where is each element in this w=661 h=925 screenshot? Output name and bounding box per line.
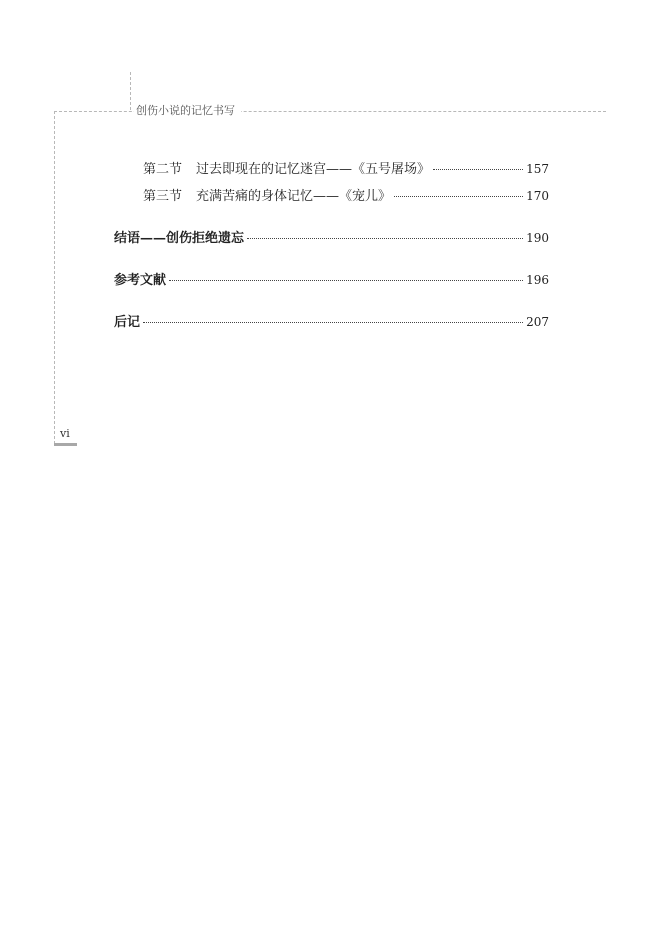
toc-dot-leader — [143, 322, 523, 323]
toc-entry[interactable] — [114, 227, 549, 246]
toc-entry-title: 结语——创伤拒绝遗忘 — [114, 231, 245, 246]
toc-dot-leader — [394, 196, 523, 197]
toc-section-label: 第二节 — [143, 162, 183, 177]
page-number-bar — [54, 443, 77, 446]
toc-dot-leader — [169, 280, 523, 281]
toc-entry[interactable] — [114, 269, 549, 288]
toc-entry-title: 参考文献 — [114, 273, 167, 288]
toc-page-number: 170 — [526, 189, 549, 203]
page-number: vi — [60, 427, 70, 440]
toc-dot-leader — [433, 169, 523, 170]
toc-entry[interactable] — [143, 185, 549, 204]
toc-page-number: 196 — [526, 273, 549, 287]
toc-entry[interactable] — [114, 311, 549, 330]
toc-section-label: 第三节 — [143, 189, 183, 204]
toc-entry-title: 充满苦痛的身体记忆——《宠儿》 — [196, 189, 392, 204]
toc-entry-title: 后记 — [114, 315, 141, 330]
left-margin-rule — [54, 111, 55, 444]
toc-entry-title: 过去即现在的记忆迷宫——《五号屠场》 — [196, 162, 431, 177]
toc-page-number: 207 — [526, 315, 549, 329]
header-vertical-rule — [130, 72, 131, 110]
toc-page-number: 190 — [526, 231, 549, 245]
toc-dot-leader — [247, 238, 523, 239]
toc-entry[interactable] — [143, 158, 549, 177]
toc-page-number: 157 — [526, 162, 549, 176]
running-header-title: 创伤小说的记忆书写 — [134, 102, 241, 120]
